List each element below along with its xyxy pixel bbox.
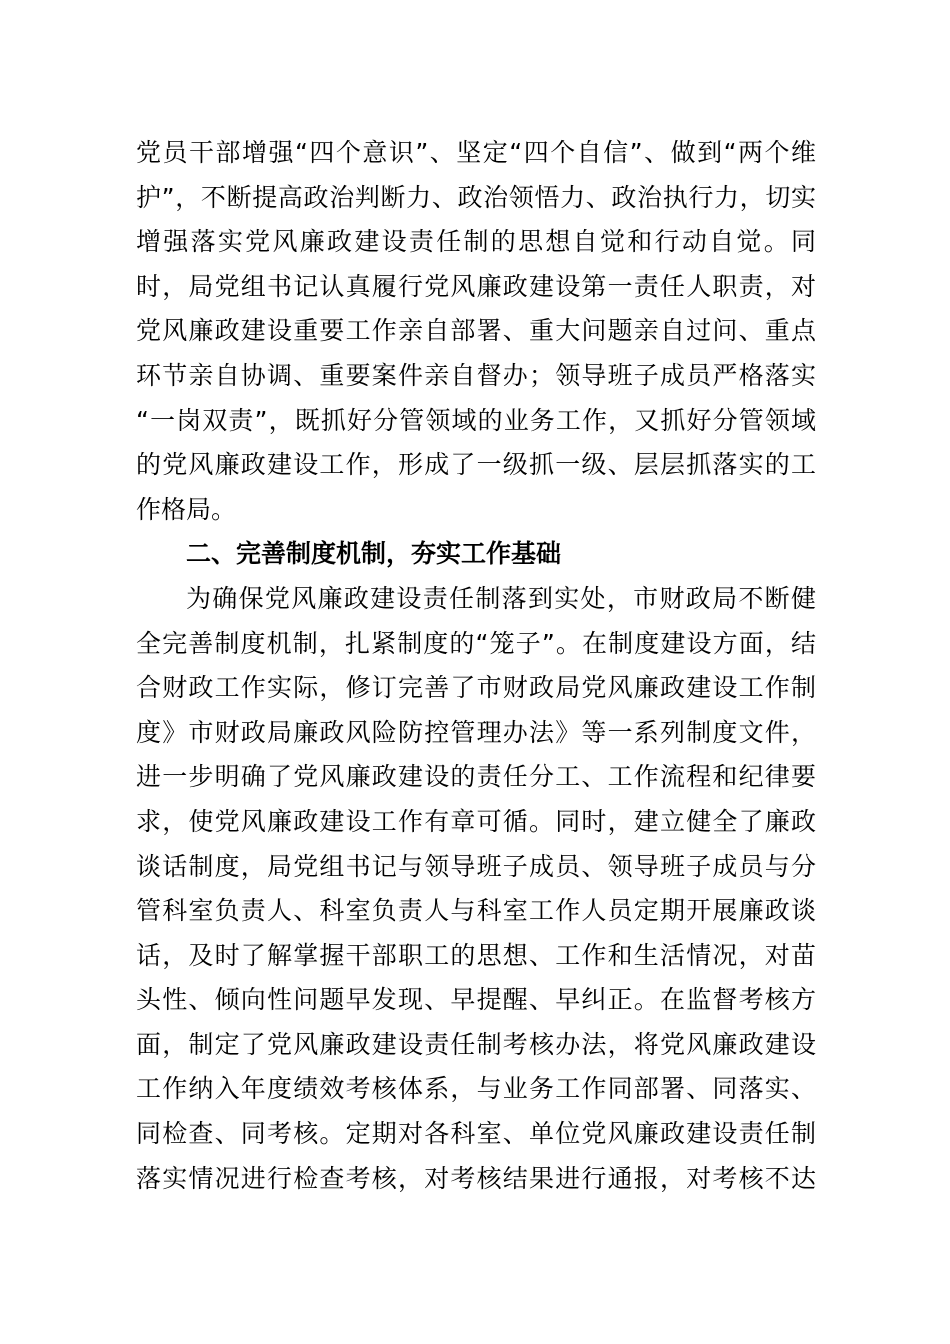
- paragraph-line: 合财政工作实际，修订完善了市财政局党风廉政建设工作制: [136, 673, 816, 703]
- paragraph-line: “一岗双责”，既抓好分管领域的业务工作，又抓好分管领域: [136, 405, 816, 435]
- paragraph-line: 全完善制度机制，扎紧制度的“笼子”。在制度建设方面，结: [136, 628, 816, 658]
- paragraph-line: 进一步明确了党风廉政建设的责任分工、工作流程和纪律要: [136, 762, 816, 792]
- paragraph-line: 谈话制度，局党组书记与领导班子成员、领导班子成员与分: [136, 851, 816, 881]
- paragraph-line: 面，制定了党风廉政建设责任制考核办法，将党风廉政建设: [136, 1029, 816, 1059]
- paragraph-line: 同检查、同考核。定期对各科室、单位党风廉政建设责任制: [136, 1119, 816, 1149]
- paragraph-1: [136, 131, 816, 532]
- paragraph-line: 话，及时了解掌握干部职工的思想、工作和生活情况，对苗: [136, 940, 816, 970]
- paragraph-line: 时，局党组书记认真履行党风廉政建设第一责任人职责，对: [136, 271, 816, 301]
- section-heading: 二、完善制度机制，夯实工作基础: [186, 539, 562, 569]
- paragraph-line: 管科室负责人、科室负责人与科室工作人员定期开展廉政谈: [136, 896, 816, 926]
- paragraph-line: 作格局。: [136, 494, 237, 524]
- paragraph-line: 头性、倾向性问题早发现、早提醒、早纠正。在监督考核方: [136, 985, 816, 1015]
- paragraph-line: 环节亲自协调、重要案件亲自督办；领导班子成员严格落实: [136, 360, 816, 390]
- paragraph-2: [136, 577, 816, 1201]
- paragraph-line: 落实情况进行检查考核，对考核结果进行通报，对考核不达: [136, 1163, 816, 1193]
- paragraph-line: 工作纳入年度绩效考核体系，与业务工作同部署、同落实、: [136, 1074, 816, 1104]
- paragraph-line: 增强落实党风廉政建设责任制的思想自觉和行动自觉。同: [136, 227, 816, 257]
- paragraph-line: 为确保党风廉政建设责任制落到实处，市财政局不断健: [186, 583, 816, 613]
- paragraph-line: 的党风廉政建设工作，形成了一级抓一级、层层抓落实的工: [136, 450, 816, 480]
- document-body: [136, 131, 816, 1201]
- paragraph-line: 党风廉政建设重要工作亲自部署、重大问题亲自过问、重点: [136, 316, 816, 346]
- paragraph-line: 党员干部增强“四个意识”、坚定“四个自信”、做到“两个维: [136, 138, 816, 167]
- paragraph-line: 求，使党风廉政建设工作有章可循。同时，建立健全了廉政: [136, 806, 816, 836]
- paragraph-line: 度》市财政局廉政风险防控管理办法》等一系列制度文件，: [136, 717, 816, 747]
- paragraph-line: 护”，不断提高政治判断力、政治领悟力、政治执行力，切实: [136, 182, 816, 212]
